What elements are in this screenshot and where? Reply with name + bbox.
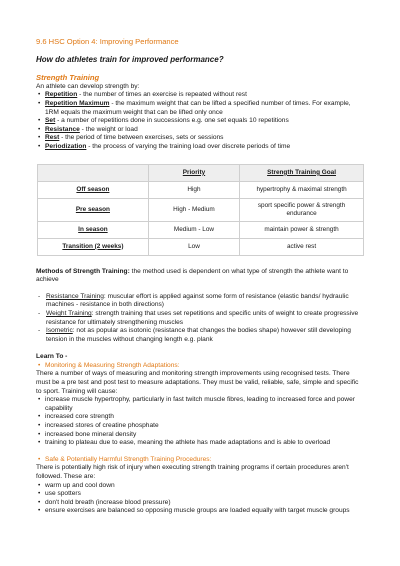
list-item: • Repetition - the number of times an exercise is repeated without rest	[36, 91, 364, 100]
table-header-cell: Priority	[148, 164, 239, 181]
table-cell: Off season	[38, 181, 149, 198]
procedures-paragraph: There is potentially high risk of injury when executing strength training programs if certain procedures aren't followed. These are:	[36, 464, 349, 480]
list-item: • Set - a number of repetitions done in successions e.g. one set equals 10 repetitions	[36, 117, 364, 126]
table-cell: Medium - Low	[148, 221, 239, 238]
list-item: • Rest - the period of time between exercises, sets or sessions	[36, 134, 364, 143]
strength-intro: An athlete can develop strength by:	[36, 82, 140, 90]
table-cell: Transition (2 weeks)	[38, 238, 149, 255]
table-row	[38, 181, 364, 198]
table-header-cell	[38, 164, 149, 181]
table-cell: sport specific power & strength endurance	[240, 198, 364, 221]
list-item: - Resistance Training: muscular effort is applied against some form of resistance (elastic bands/ hydraulic machines - resistance in both directions)	[36, 293, 364, 310]
table-cell: High	[148, 181, 239, 198]
learn-sub2-heading	[36, 456, 364, 465]
procedures-list	[36, 482, 364, 516]
table-cell: hypertrophy & maximal strength	[240, 181, 364, 198]
table-header-row	[38, 164, 364, 181]
list-item: • Periodization - the process of varying the training load over discrete periods of time	[36, 143, 364, 152]
adaptations-paragraph: There a number of ways of measuring and monitoring strength improvements using recognised tests. There must be a pre test and post test to measure adaptations. They must be valid, reliable, safe, simple and specific to sport. Training will cause:	[36, 370, 359, 395]
learn-sub1-heading	[36, 362, 364, 371]
adaptations-list	[36, 396, 364, 448]
table-row	[38, 221, 364, 238]
strength-terms-list	[36, 91, 364, 151]
table-cell: maintain power & strength	[240, 221, 364, 238]
strength-training-title: Strength Training	[36, 73, 100, 83]
list-item: • don't hold breath (increase blood pressure)	[36, 499, 364, 508]
subheading: • Safe & Potentially Harmful Strength Training Procedures:	[36, 456, 364, 465]
list-item: • ensure exercises are balanced so opposing muscle groups are loaded equally with target muscle groups	[36, 507, 364, 516]
table-header-cell: Strength Training Goal	[240, 164, 364, 181]
list-item: • Resistance - the weight or load	[36, 126, 364, 135]
list-item: - Isometric: not as popular as isotonic (resistance that changes the bodies shape) however still developing tension in the muscles without changing length e.g. plank	[36, 327, 364, 344]
table-row	[38, 238, 364, 255]
list-item: • increased core strength	[36, 413, 364, 422]
list-item: • increased stores of creatine phosphate	[36, 422, 364, 431]
table-cell: active rest	[240, 238, 364, 255]
list-item: • Repetition Maximum - the maximum weight that can be lifted a specified number of times. For example, 1RM equals the maximum weight that can be lifted only once	[36, 100, 364, 117]
list-item: - Weight Training: strength training that uses set repetitions and specific units of weight to create progressive resistance for ultimately strengthening muscles	[36, 310, 364, 327]
subheading: • Monitoring & Measuring Strength Adaptations:	[36, 362, 364, 371]
table-cell: High - Medium	[148, 198, 239, 221]
table-cell: In season	[38, 221, 149, 238]
table-row	[38, 198, 364, 221]
list-item: • training to plateau due to ease, meaning the athlete has made adaptations and is able to overload	[36, 439, 364, 448]
periodization-table	[37, 164, 364, 256]
methods-paragraph: Methods of Strength Training: the method used is dependent on what type of strength the athlete want to achieve	[36, 267, 349, 284]
key-question: How do athletes train for improved performance?	[36, 54, 224, 64]
table-cell: Low	[148, 238, 239, 255]
page-header: 9.6 HSC Option 4: Improving Performance	[36, 37, 179, 46]
list-item: • warm up and cool down	[36, 482, 364, 491]
document-page	[36, 38, 364, 516]
learn-to-label: Learn To -	[36, 353, 68, 361]
list-item: • increase muscle hypertrophy, particularly in fast twitch muscle fibres, leading to increased force and power capability	[36, 396, 364, 413]
methods-list	[36, 293, 364, 345]
table-cell: Pre season	[38, 198, 149, 221]
list-item: • increased bone mineral density	[36, 431, 364, 440]
list-item: • use spotters	[36, 490, 364, 499]
